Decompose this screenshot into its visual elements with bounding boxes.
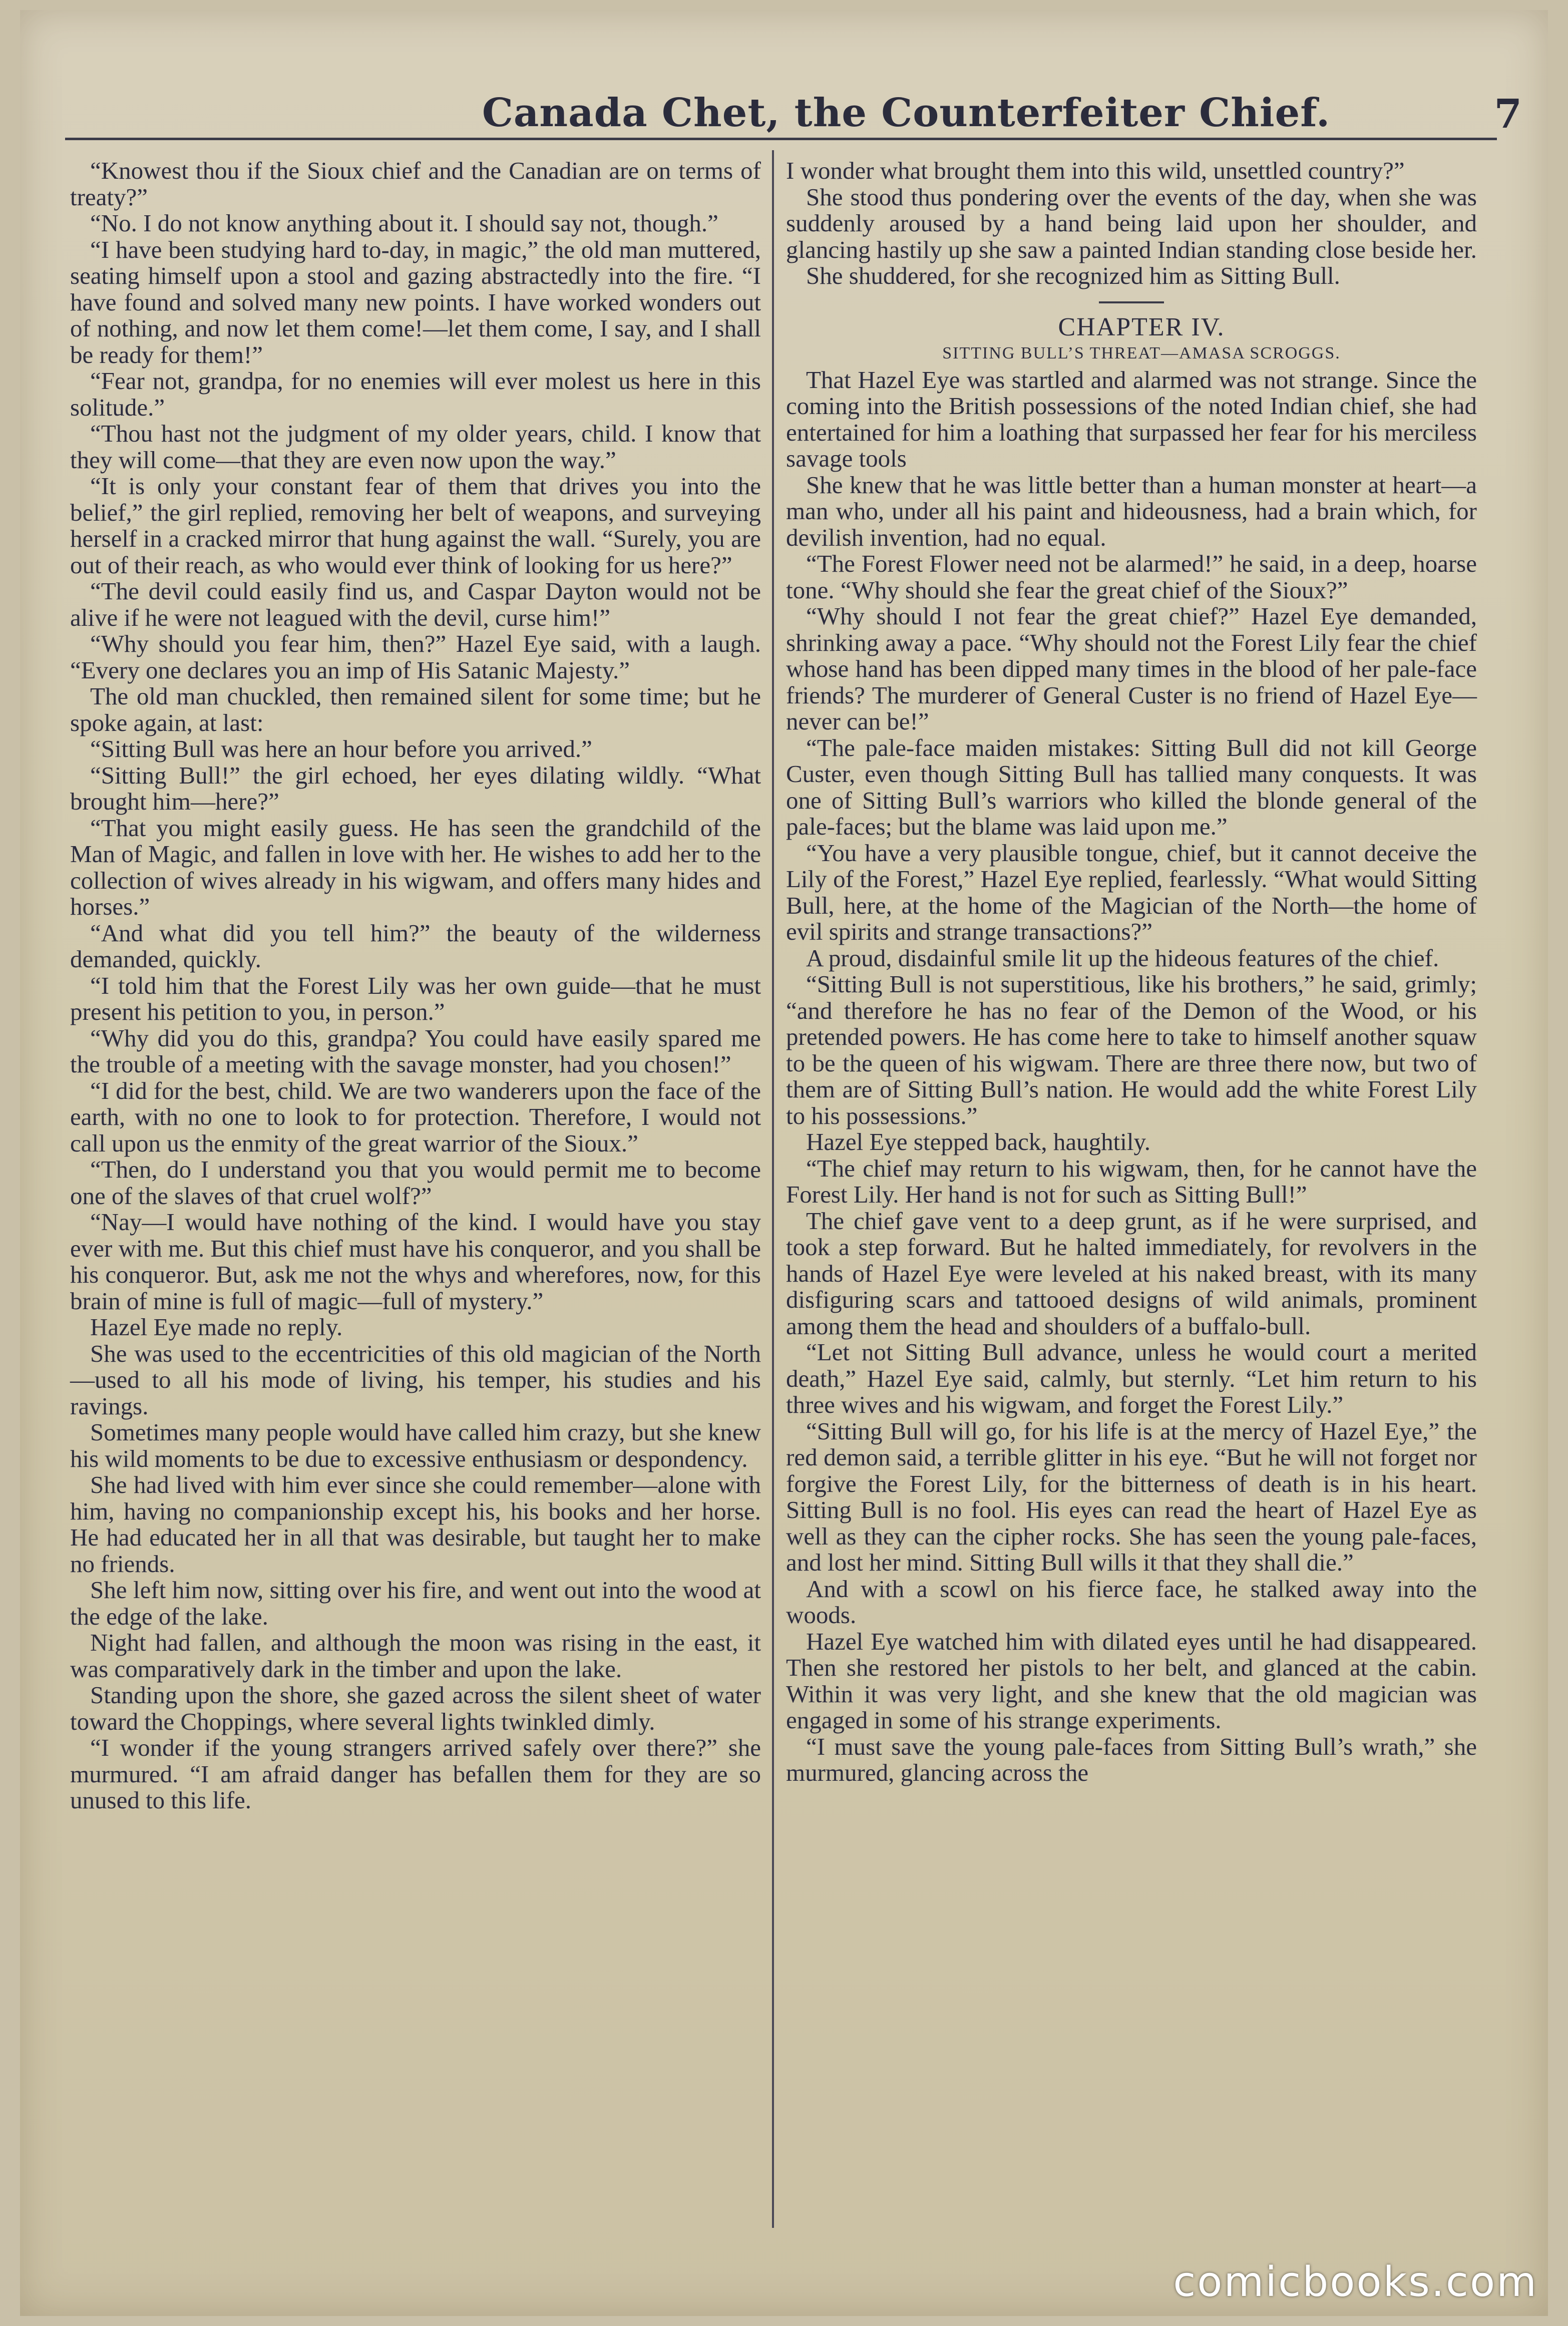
paragraph: Standing upon the shore, she gazed across the silent sheet of water toward the Choppings, where several lights twinkled dimly. xyxy=(70,1681,761,1735)
page-number: 7 xyxy=(1494,90,1522,137)
paragraph: “And what did you tell him?” the beauty of the wilderness demanded, quickly. xyxy=(70,919,761,973)
paragraph: “Knowest thou if the Sioux chief and the Canadian are on terms of treaty?” xyxy=(70,157,761,211)
paragraph: “Sitting Bull will go, for his life is at the mercy of Hazel Eye,” the red demon said, a terrible glitter in his eye. “But he will not forget nor forgive the Forest Lily, for the bitterness of death is in his heart. Sitting Bull is no fool. His eyes can read the heart of Hazel Eye as well as they can the cipher rocks. She has seen the young pale-faces, and lost her mind. Sitting Bull wills it that they shall die.” xyxy=(786,1417,1477,1576)
paragraph: She shuddered, for she recognized him as Sitting Bull. xyxy=(806,262,1340,289)
paragraph: “The chief may return to his wigwam, then, for he cannot have the Forest Lily. Her hand is not for such as Sitting Bull!” xyxy=(786,1154,1477,1208)
paragraph: “You have a very plausible tongue, chief, but it cannot deceive the Lily of the Forest,” Hazel Eye replied, fearlessly. “What would Sitting Bull, here, at the home of the Magician of the North—the home of evil spirits and strange transactions?” xyxy=(786,839,1477,945)
paragraph: That Hazel Eye was startled and alarmed was not strange. Since the coming into the British possessions of the noted Indian chief, she had entertained for him a loathing that surpassed her fear for his merciless savage tools xyxy=(786,365,1477,472)
paragraph: She was used to the eccentricities of this old magician of the North—used to all his mode of living, his temper, his studies and his ravings. xyxy=(70,1339,761,1420)
paragraph: “The Forest Flower need not be alarmed!” he said, in a deep, hoarse tone. “Why should she fear the great chief of the Sioux?” xyxy=(786,550,1477,604)
paragraph: The old man chuckled, then remained silent for some time; but he spoke again, at last: xyxy=(70,682,761,736)
paragraph: “I wonder if the young strangers arrived safely over there?” she murmured. “I am afraid danger has befallen them for they are so unused to this life. xyxy=(70,1734,761,1814)
paragraph: She knew that he was little better than a human monster at heart—a man who, under all his paint and hideousness, had a brain which, for devilish invention, had no equal. xyxy=(786,471,1477,551)
paragraph: “Why should you fear him, then?” Hazel Eye said, with a laugh. “Every one declares you an imp of His Satanic Majesty.” xyxy=(70,630,761,684)
paragraph: She left him now, sitting over his fire, and went out into the wood at the edge of the lake. xyxy=(70,1576,761,1630)
paragraph: Sometimes many people would have called him crazy, but she knew his wild moments to be due to excessive enthusiasm or despondency. xyxy=(70,1418,761,1472)
paragraph: “Nay—I would have nothing of the kind. I would have you stay ever with me. But this chief must have his conqueror, and you shall be his conqueror. But, ask me not the whys and wherefores, now, for this brain of mine is full of magic—full of mystery.” xyxy=(70,1208,761,1315)
paragraph: She stood thus pondering over the events of the day, when she was suddenly aroused by a hand being laid upon her shoulder, and glancing hastily up she saw a painted Indian standing close beside her. xyxy=(786,183,1477,263)
paragraph: “Let not Sitting Bull advance, unless he would court a merited death,” Hazel Eye said, calmly, but sternly. “Let him return to his three wives and his wigwam, and forget the Forest Lily.” xyxy=(786,1338,1477,1418)
paragraph: “That you might easily guess. He has seen the grandchild of the Man of Magic, and fallen in love with her. He wishes to add her to the collection of wives already in his wigwam, and offers many hides and horses.” xyxy=(70,814,761,920)
chapter-title: CHAPTER IV. xyxy=(1058,312,1225,341)
paragraph: “Then, do I understand you that you would permit me to become one of the slaves of that cruel wolf?” xyxy=(70,1155,761,1210)
paragraph: A proud, disdainful smile lit up the hideous features of the chief. xyxy=(806,944,1439,972)
paragraph: Hazel Eye stepped back, haughtily. xyxy=(806,1128,1151,1155)
watermark-text: comicbooks.com xyxy=(1173,2258,1538,2306)
page-header xyxy=(80,70,1532,145)
paragraph: I wonder what brought them into this wild, unsettled country?” xyxy=(786,157,1405,184)
paragraph: “Sitting Bull!” the girl echoed, her eyes dilating wildly. “What brought him—here?” xyxy=(70,761,761,815)
paragraph: And with a scowl on his fierce face, he stalked away into the woods. xyxy=(786,1575,1477,1629)
paragraph: “Sitting Bull is not superstitious, like his brothers,” he said, grimly; “and therefore he has no fear of the Demon of the Wood, or his pretended powers. He has come here to take to himself another squaw to be the queen of his wigwam. There are three there now, but two of them are of Sitting Bull’s nation. He would add the white Forest Lily to his possessions.” xyxy=(786,970,1477,1129)
paragraph: “It is only your constant fear of them that drives you into the belief,” the girl replied, removing her belt of weapons, and surveying herself in a cracked mirror that hung against the wall. “Surely, you are out of their reach, as who would ever think of looking for us here?” xyxy=(70,472,761,579)
paragraph: “The pale-face maiden mistakes: Sitting Bull did not kill George Custer, even though Sitting Bull has tallied many conquests. It was one of Sitting Bull’s warriors who killed the blonde general of the pale-faces; but the blame was laid upon me.” xyxy=(786,733,1477,840)
paragraph: The chief gave vent to a deep grunt, as if he were surprised, and took a step forward. But he halted immediately, for revolvers in the hands of Hazel Eye were leveled at his naked breast, with its many disfiguring scars and tattooed designs of wild animals, prominent among them the head and shoulders of a buffalo-bull. xyxy=(786,1207,1477,1340)
paragraph: Hazel Eye made no reply. xyxy=(90,1313,343,1341)
paragraph: Hazel Eye watched him with dilated eyes until he had disappeared. Then she restored her pistols to her belt, and glanced at the cabin. Within it was very light, and she knew that the old magician was engaged in some of his strange experiments. xyxy=(786,1627,1477,1734)
paragraph: “I did for the best, child. We are two wanderers upon the face of the earth, with no one to look to for protection. Therefore, I would not call upon us the enmity of the great warrior of the Sioux.” xyxy=(70,1076,761,1157)
paragraph: Night had fallen, and although the moon was rising in the east, it was comparatively dark in the timber and upon the lake. xyxy=(70,1629,761,1683)
paragraph: “Fear not, grandpa, for no enemies will ever molest us here in this solitude.” xyxy=(70,367,761,421)
paragraph: “Sitting Bull was here an hour before you arrived.” xyxy=(90,735,592,762)
paragraph: “I must save the young pale-faces from Sitting Bull’s wrath,” she murmured, glancing across the xyxy=(786,1732,1477,1786)
paragraph: “The devil could easily find us, and Caspar Dayton would not be alive if he were not leagued with the devil, curse him!” xyxy=(70,577,761,631)
paragraph: “Why should I not fear the great chief?” Hazel Eye demanded, shrinking away a pace. “Why should not the Forest Lily fear the chief whose hand has been dipped many times in the blood of her pale-face friends? The murderer of General Custer is no friend of Hazel Eye—never can be!” xyxy=(786,602,1477,735)
paragraph: “Why did you do this, grandpa? You could have easily spared me the trouble of a meeting with the savage monster, had you chosen!” xyxy=(70,1024,761,1078)
left-column xyxy=(70,158,761,1814)
paragraph: “I have been studying hard to-day, in magic,” the old man muttered, seating himself upon a stool and gazing abstractedly into the fire. “I have found and solved many new points. I have worked wonders out of nothing, and now let them come!—let them come, I say, and I shall be ready for them!” xyxy=(70,235,761,368)
running-title: Canada Chet, the Counterfeiter Chief. xyxy=(482,90,1331,136)
paragraph: “No. I do not know anything about it. I should say not, though.” xyxy=(90,209,718,237)
paragraph: “Thou hast not the judgment of my older years, child. I know that they will come—that they are even now upon the way.” xyxy=(70,420,761,474)
paragraph: She had lived with him ever since she could remember—alone with him, having no companionship except his, his books and her horse. He had educated her in all that was desirable, but taught her to make no friends. xyxy=(70,1471,761,1578)
paragraph: “I told him that the Forest Lily was her own guide—that he must present his petition to you, in person.” xyxy=(70,971,761,1025)
column-divider xyxy=(772,150,774,2228)
chapter-subtitle: SITTING BULL’S THREAT—AMASA SCROGGS. xyxy=(942,344,1341,362)
right-column xyxy=(786,158,1477,1786)
header-rule xyxy=(65,138,1497,140)
chapter-rule xyxy=(1099,301,1164,303)
